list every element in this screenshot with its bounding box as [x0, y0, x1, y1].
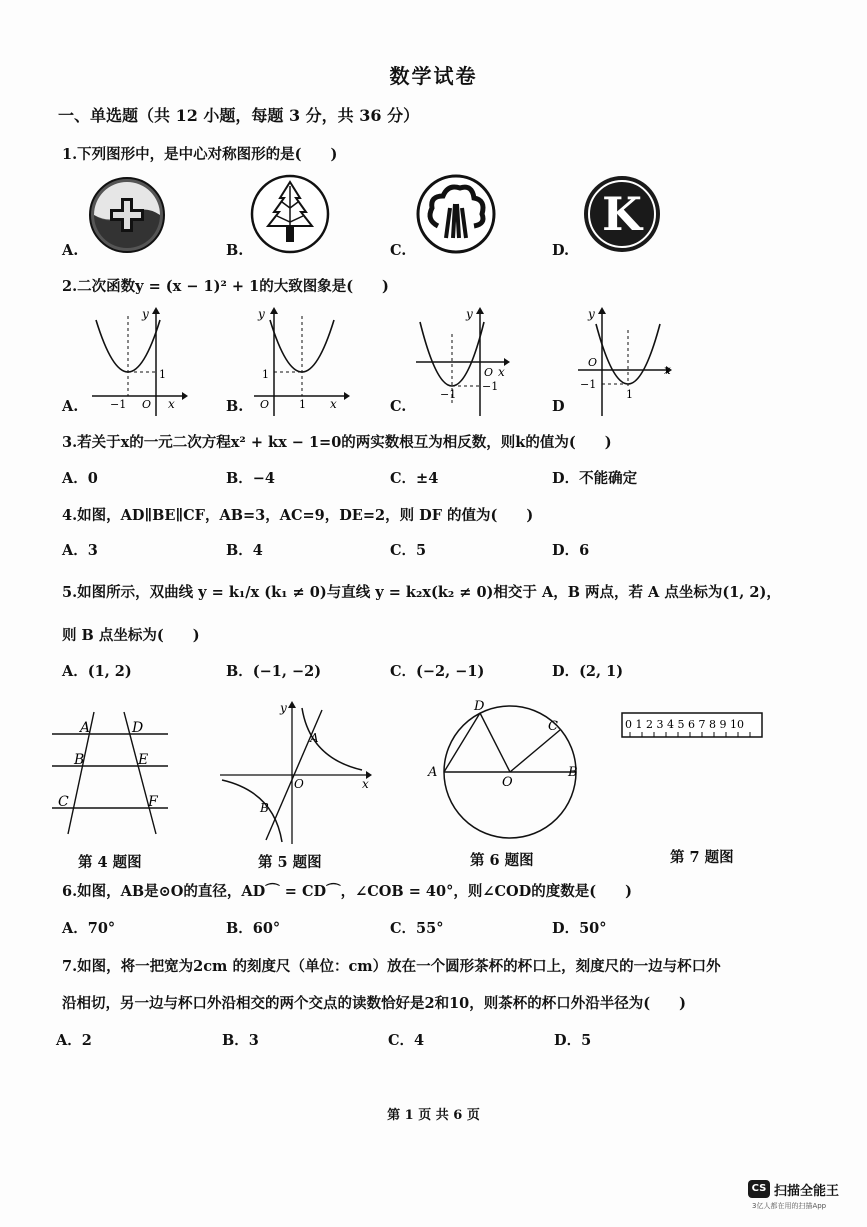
q5-option-b: B．(−1, −2): [226, 663, 322, 680]
tree-logo-b-icon: [250, 174, 330, 254]
scanner-logo-icon: CS: [748, 1180, 770, 1198]
q6-option-b: B．60°: [226, 920, 281, 937]
q3-option-a: A．0: [62, 470, 98, 487]
q2-option-b: B.: [226, 398, 244, 415]
q2-option-a: A.: [62, 398, 79, 415]
figure-5-caption: 第 5 题图: [258, 854, 322, 871]
axis-y-label: y: [258, 307, 265, 321]
q4-stem: 4.如图，AD∥BE∥CF，AB=3，AC=9，DE=2，则 DF 的值为( ): [62, 507, 534, 524]
parabola-graph-a: [88, 306, 188, 418]
point-label: E: [138, 752, 149, 768]
q5-option-a: A．(1, 2): [62, 663, 132, 680]
q6-option-d: D．50°: [552, 920, 607, 937]
axis-x-label: x: [168, 397, 175, 411]
axis-x-label: x: [498, 365, 505, 379]
axis-y-label: y: [588, 307, 595, 321]
page-footer: 第 1 页 共 6 页: [387, 1108, 480, 1123]
q1-option-b: B.: [226, 242, 244, 259]
q7-option-b: B．3: [222, 1032, 259, 1049]
parabola-graph-d: [576, 306, 676, 418]
q2-option-d: D: [552, 398, 565, 415]
tick-label: 1: [159, 368, 166, 381]
tick-label: −1: [440, 388, 457, 401]
q3-option-b: B．−4: [226, 470, 275, 487]
point-label: A: [310, 731, 319, 745]
q6-stem: 6.如图，AB是⊙O的直径，AD⌒ = CD⌒，∠COB = 40°，则∠COD的度数是( ): [62, 883, 632, 900]
tick-label: −1: [580, 378, 597, 391]
scanner-app-name: 扫描全能王: [774, 1184, 840, 1199]
ruler-scale: 0 1 2 3 4 5 6 7 8 9 10: [625, 718, 744, 731]
tick-label: 1: [626, 388, 633, 401]
q4-option-a: A．3: [62, 542, 98, 559]
q3-option-d: D．不能确定: [552, 470, 638, 487]
q2-stem: 2.二次函数y = (x − 1)² + 1的大致图象是( ): [62, 278, 389, 295]
q7-stem: 7.如图，将一把宽为2cm 的刻度尺（单位：cm）放在一个圆形茶杯的杯口上，刻度尺的一边与杯口外: [62, 958, 721, 975]
tick-label: −1: [482, 380, 499, 393]
point-label: F: [148, 794, 158, 810]
point-label: A: [80, 720, 91, 736]
figure-6-circle: [424, 696, 594, 842]
scanner-slogan: 3亿人都在用的扫描App: [752, 1202, 827, 1210]
cloud-logo-c-icon: [416, 174, 496, 254]
q6-option-a: A．70°: [62, 920, 116, 937]
q4-option-c: C．5: [390, 542, 427, 559]
point-label: D: [132, 720, 144, 736]
q6-option-c: C．55°: [390, 920, 444, 937]
origin-label: O: [588, 356, 598, 369]
point-label: B: [74, 752, 85, 768]
figure-6-caption: 第 6 题图: [470, 852, 534, 869]
q2-option-c: C.: [390, 398, 407, 415]
tick-label: 1: [299, 398, 306, 411]
section-heading: 一、单选题（共 12 小题，每题 3 分，共 36 分）: [58, 106, 420, 125]
q7-stem-line2: 沿相切，另一边与杯口外沿相交的两个交点的读数恰好是2和10，则茶杯的杯口外沿半径为( ): [62, 995, 686, 1012]
point-label: B: [568, 765, 578, 780]
point-label: C: [548, 719, 558, 734]
center-label: O: [502, 775, 513, 790]
q7-option-a: A．2: [56, 1032, 92, 1049]
figure-4-parallel-lines: [50, 704, 180, 840]
q1-option-a: A.: [62, 242, 79, 259]
q3-option-c: C．±4: [390, 470, 439, 487]
figure-5-hyperbola: [214, 700, 374, 846]
origin-label: O: [260, 398, 270, 411]
q1-stem: 1.下列图形中，是中心对称图形的是( ): [62, 146, 338, 163]
page-title: 数学试卷: [389, 64, 478, 88]
origin-label: O: [294, 777, 304, 791]
logo-a-icon: [88, 176, 166, 254]
q7-option-c: C．4: [388, 1032, 425, 1049]
q5-option-d: D．(2, 1): [552, 663, 624, 680]
q7-option-d: D．5: [554, 1032, 592, 1049]
point-label: A: [428, 765, 438, 780]
parabola-graph-c: [414, 306, 514, 418]
tick-label: −1: [110, 398, 127, 411]
q4-option-b: B．4: [226, 542, 263, 559]
logo-letter: K: [602, 187, 642, 241]
k-logo-d-icon: [582, 174, 662, 254]
q3-stem: 3.若关于x的一元二次方程x² + kx − 1=0的两实数根互为相反数，则k的值为( ): [62, 434, 612, 451]
axis-x-label: x: [330, 397, 337, 411]
axis-y-label: y: [142, 307, 149, 321]
axis-y-label: y: [280, 701, 287, 715]
point-label: B: [260, 801, 269, 815]
tick-label: 1: [262, 368, 269, 381]
figure-4-caption: 第 4 题图: [78, 854, 142, 871]
q5-stem: 5.如图所示，双曲线 y = k₁/x (k₁ ≠ 0)与直线 y = k₂x(k₂ ≠ 0)相交于 A，B 两点，若 A 点坐标为(1, 2)，: [62, 584, 781, 601]
axis-x-label: x: [664, 363, 671, 377]
q5-stem-line2: 则 B 点坐标为( ): [62, 627, 200, 644]
point-label: D: [474, 699, 485, 714]
q1-option-d: D.: [552, 242, 570, 259]
origin-label: O: [484, 366, 494, 379]
parabola-graph-b: [250, 306, 350, 418]
q1-option-c: C.: [390, 242, 407, 259]
axis-x-label: x: [362, 777, 369, 791]
origin-label: O: [142, 398, 152, 411]
figure-7-ruler: [620, 710, 768, 742]
q5-option-c: C．(−2, −1): [390, 663, 485, 680]
q4-option-d: D．6: [552, 542, 590, 559]
axis-y-label: y: [466, 307, 473, 321]
figure-7-caption: 第 7 题图: [670, 849, 734, 866]
point-label: C: [58, 794, 69, 810]
